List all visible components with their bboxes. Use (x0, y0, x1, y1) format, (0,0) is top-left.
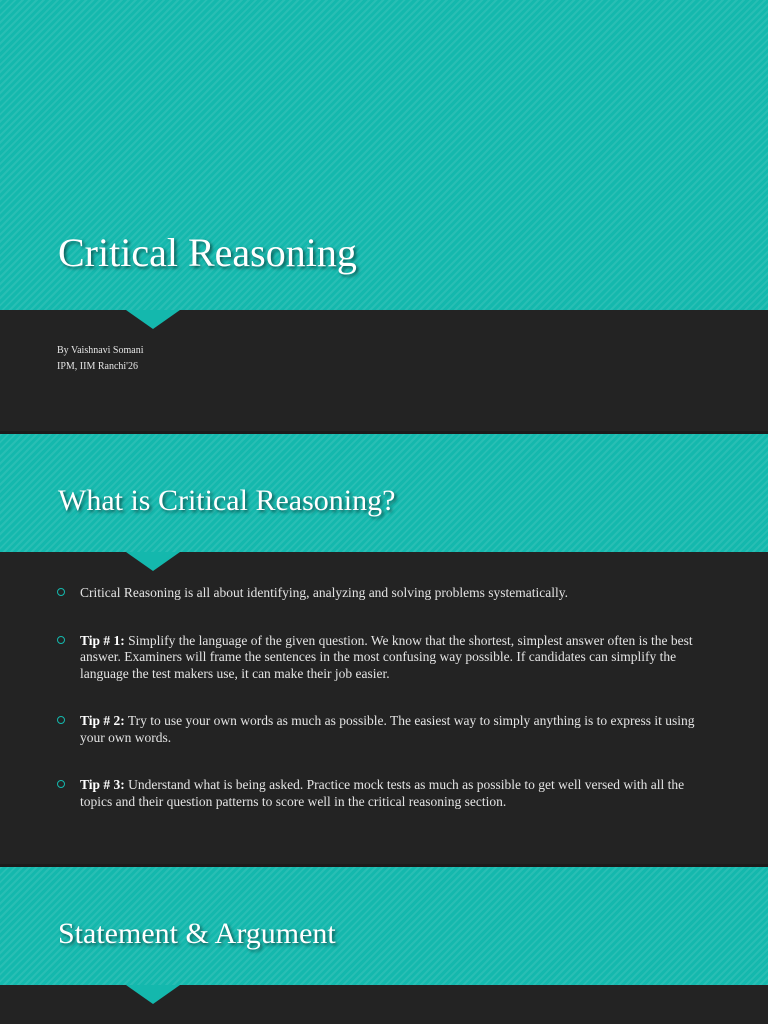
bullet-circle-icon (57, 780, 65, 788)
slide2-title-band (0, 434, 768, 552)
bullet-item-tip-2 (57, 713, 717, 746)
slide1-byline (57, 343, 143, 375)
slide3-body (0, 985, 768, 1024)
bullet-list (57, 585, 717, 841)
slide1-title-band (0, 0, 768, 310)
slide2-title: What is Critical Reasoning? (58, 484, 396, 517)
bullet-item-tip-1 (57, 633, 717, 683)
tip-label: Tip # 3: (80, 777, 125, 792)
author-name: By Vaishnavi Somani (57, 345, 144, 356)
tip-label: Tip # 2: (80, 713, 125, 728)
slide3-notch (126, 985, 180, 1004)
bullet-item-tip-3 (57, 777, 717, 810)
author-affiliation: IPM, IIM Ranchi'26 (57, 361, 138, 372)
bullet-item-intro (57, 585, 717, 602)
slide2-notch (126, 552, 180, 571)
slide1-title: Critical Reasoning (58, 230, 357, 275)
slide2-body (0, 552, 768, 864)
bullet-text: Simplify the language of the given question. We know that the shortest, simplest answer often is the best answer. Examiners will frame the sentences in the most confusing way possible. If candidates can simplify the language the test makers use, it can make their job easier. (80, 632, 693, 681)
bullet-text: Understand what is being asked. Practice mock tests as much as possible to get well versed with all the topics and their question patterns to score well in the critical reasoning section. (80, 777, 685, 809)
slide1-body (0, 310, 768, 432)
bullet-circle-icon (57, 636, 65, 644)
slide3-title: Statement & Argument (58, 917, 336, 950)
bullet-text: Critical Reasoning is all about identifying, analyzing and solving problems systematically. (80, 585, 569, 600)
tip-label: Tip # 1: (80, 632, 125, 648)
bullet-circle-icon (57, 716, 65, 724)
bullet-text: Try to use your own words as much as possible. The easiest way to simply anything is to express it using your own words. (80, 713, 695, 745)
slide3-title-band (0, 867, 768, 985)
slide1-notch (126, 310, 180, 329)
bullet-circle-icon (57, 588, 65, 596)
